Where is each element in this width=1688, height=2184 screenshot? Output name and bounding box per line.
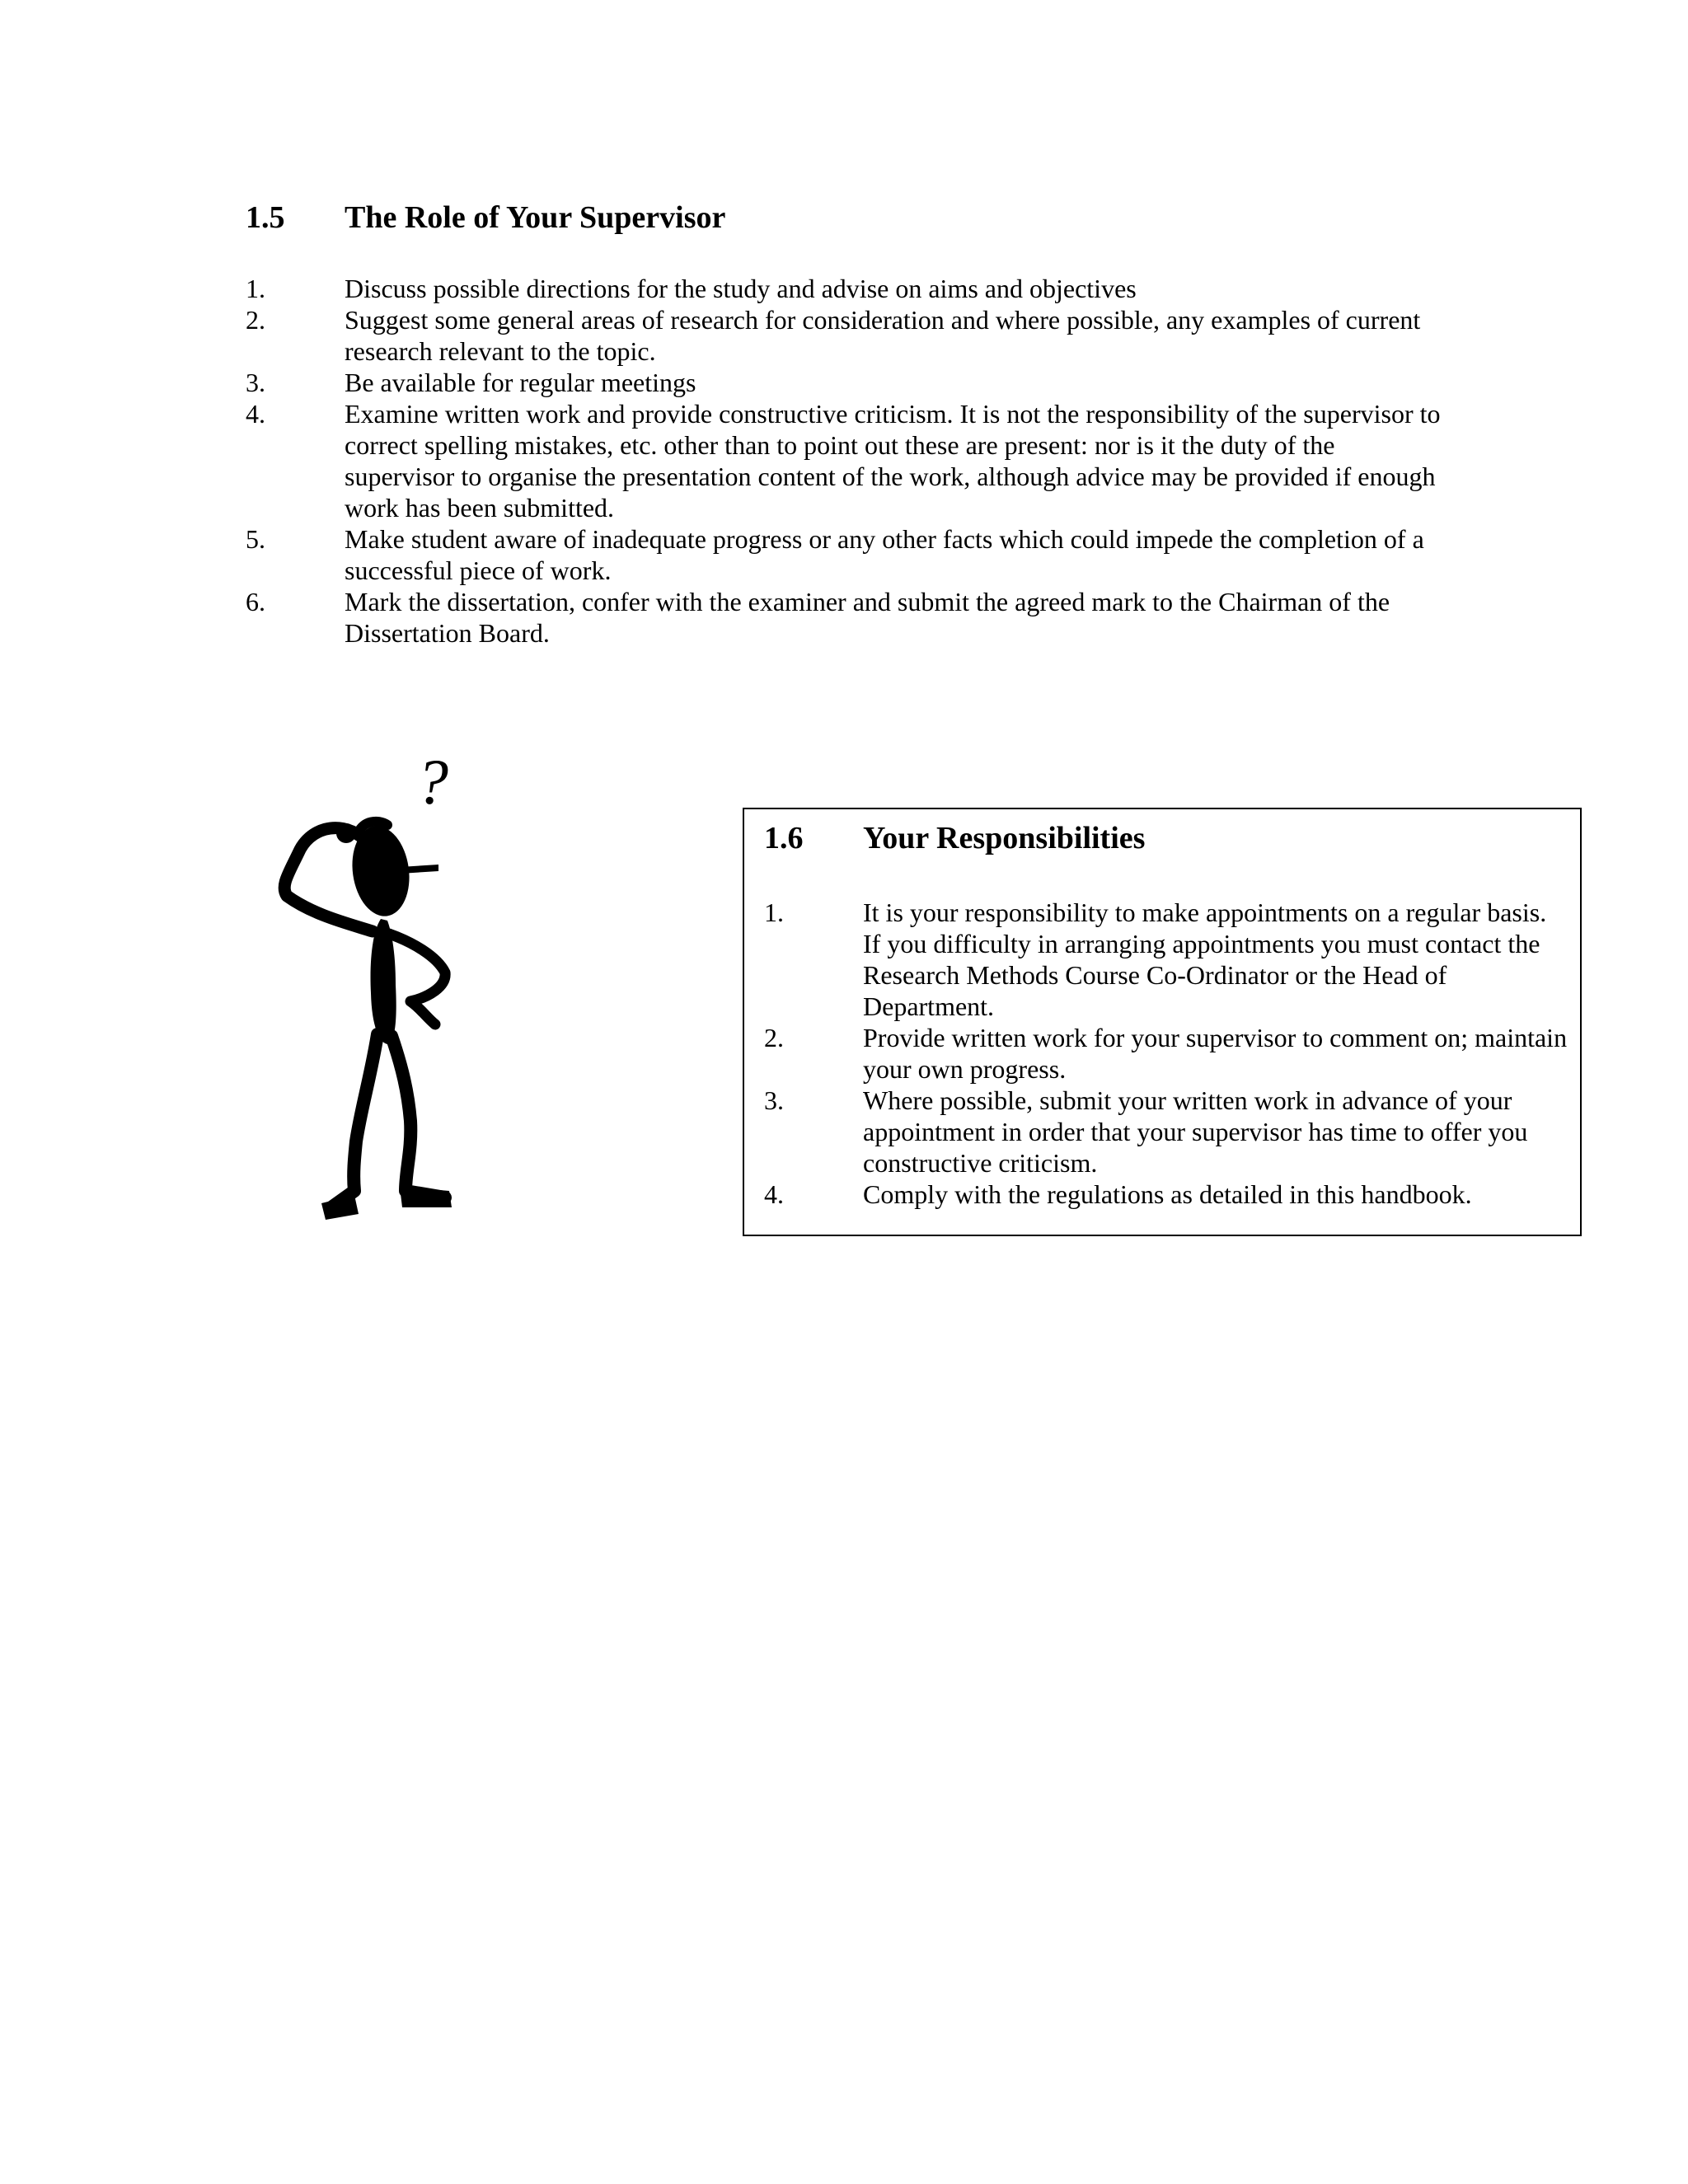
item-text: Suggest some general areas of research for consideration and where possible, any examples of current research relevant to the topic.	[345, 305, 1421, 366]
list-item	[246, 367, 1449, 398]
section-1-6-heading	[764, 819, 1146, 857]
responsibilities-box	[743, 808, 1582, 1236]
section-number: 1.5	[246, 200, 285, 235]
list-item	[246, 398, 1449, 523]
item-number: 1.	[764, 898, 784, 927]
item-text: Be available for regular meetings	[345, 368, 696, 397]
list-item	[764, 897, 1572, 1022]
confused-stick-figure-icon	[264, 746, 528, 1240]
section-title: The Role of Your Supervisor	[345, 200, 726, 235]
list-item	[246, 586, 1449, 649]
item-text: It is your responsibility to make appointments on a regular basis. If you difficulty in arranging appointments you must contact the Research Methods Course Co-Ordinator or the Head of Department.	[863, 898, 1547, 1021]
list-item	[764, 1022, 1572, 1085]
item-text: Provide written work for your supervisor to comment on; maintain your own progress.	[863, 1023, 1568, 1084]
section-1-5-heading	[246, 199, 726, 237]
item-number: 3.	[764, 1085, 784, 1115]
list-item	[764, 1085, 1572, 1179]
item-number: 2.	[764, 1023, 784, 1052]
list-item	[764, 1179, 1572, 1210]
item-number: 5.	[246, 524, 265, 554]
item-number: 3.	[246, 368, 265, 397]
item-number: 4.	[764, 1179, 784, 1209]
item-text: Discuss possible directions for the study and advise on aims and objectives	[345, 274, 1137, 303]
item-number: 4.	[246, 399, 265, 429]
supervisor-role-list	[246, 273, 1449, 649]
section-title: Your Responsibilities	[863, 821, 1146, 855]
item-text: Comply with the regulations as detailed in this handbook.	[863, 1179, 1472, 1209]
item-number: 1.	[246, 274, 265, 303]
item-number: 6.	[246, 587, 265, 616]
item-number: 2.	[246, 305, 265, 335]
question-mark-glyph: ?	[416, 746, 448, 818]
list-item	[246, 304, 1449, 367]
list-item	[246, 273, 1449, 304]
item-text: Make student aware of inadequate progress or any other facts which could impede the completion of a successful piece of work.	[345, 524, 1424, 585]
section-number: 1.6	[764, 821, 804, 855]
item-text: Examine written work and provide constructive criticism. It is not the responsibility of the supervisor to correct spelling mistakes, etc. other than to point out these are present: nor is it the duty of the supervisor to organise the presentation content of the work, although advice may be provided if enough work has been submitted.	[345, 399, 1441, 523]
list-item	[246, 523, 1449, 586]
item-text: Mark the dissertation, confer with the examiner and submit the agreed mark to the Chairman of the Dissertation Board.	[345, 587, 1390, 648]
responsibilities-list	[764, 897, 1572, 1210]
item-text: Where possible, submit your written work in advance of your appointment in order that your supervisor has time to offer you constructive criticism.	[863, 1085, 1528, 1178]
